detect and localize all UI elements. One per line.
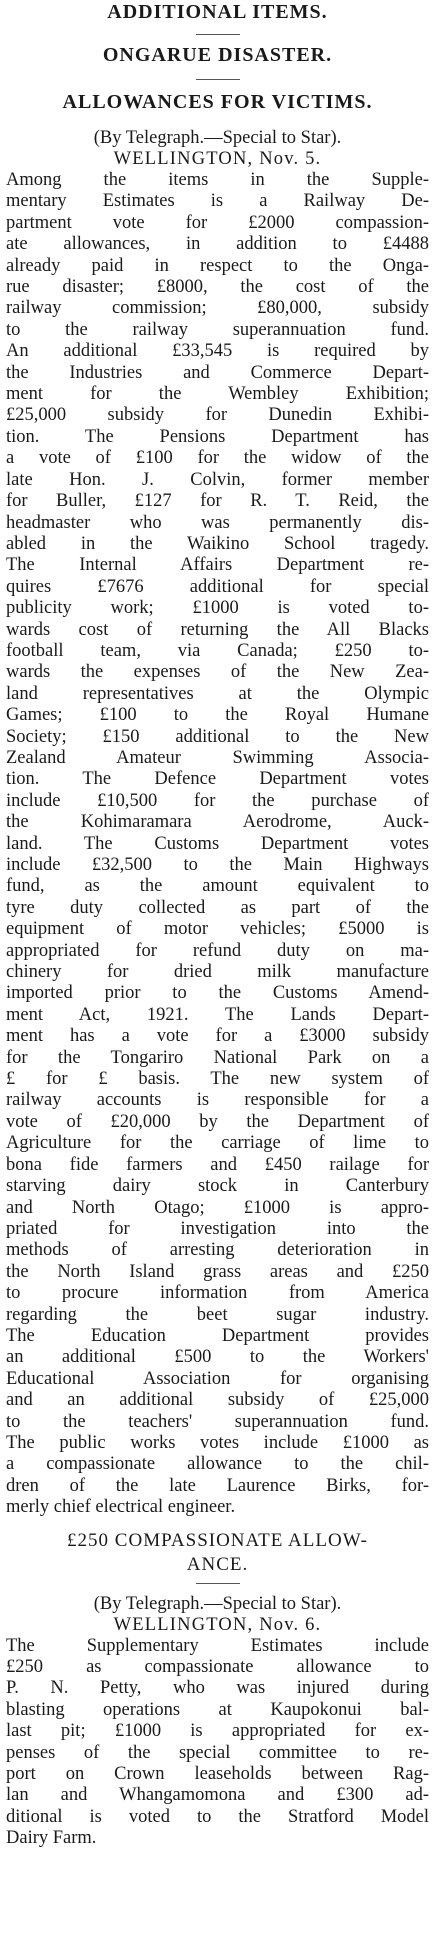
- text-line: wards cost of returning the All Blacks: [6, 619, 429, 640]
- text-line: football team, via Canada; £250 to-: [6, 640, 429, 661]
- text-line: tyre duty collected as part of the: [6, 897, 429, 918]
- heading-allowances-for-victims: ALLOWANCES FOR VICTIMS.: [62, 91, 373, 113]
- text-line: to the railway superannuation fund.: [6, 319, 429, 340]
- article2-dateline: WELLINGTON, Nov. 6.: [113, 1614, 322, 1635]
- text-line: bona fide farmers and £450 railage for: [6, 1154, 429, 1175]
- article2-body: [6, 1636, 429, 1850]
- text-line: railway accounts is responsible for a: [6, 1090, 429, 1111]
- text-line: starving dairy stock in Canterbury: [6, 1176, 429, 1197]
- text-line: partment vote for £2000 compassion-: [6, 212, 429, 233]
- text-line: ment for the Wembley Exhibition;: [6, 384, 429, 405]
- text-line: £25,000 subsidy for Dunedin Exhibi-: [6, 405, 429, 426]
- text-line: for the Tongariro National Park on a: [6, 1047, 429, 1068]
- heading-ongarue-disaster: ONGARUE DISASTER.: [102, 44, 333, 66]
- text-line: equipment of motor vehicles; £5000 is: [6, 919, 429, 940]
- text-line: priated for investigation into the: [6, 1218, 429, 1239]
- text-line: last pit; £1000 is appropriated for ex-: [6, 1721, 429, 1742]
- text-line: wards the expenses of the New Zea-: [6, 662, 429, 683]
- article1-dateline: WELLINGTON, Nov. 5.: [113, 149, 322, 169]
- text-line: imported prior to the Customs Amend-: [6, 983, 429, 1004]
- article1-body: [6, 170, 429, 1519]
- text-line: already paid in respect to the Onga-: [6, 255, 429, 276]
- text-line: fund, as the amount equivalent to: [6, 876, 429, 897]
- text-line: methods of arresting deterioration in: [6, 1240, 429, 1261]
- text-line: port on Crown leaseholds between Rag-: [6, 1764, 429, 1785]
- text-line: £ for £ basis. The new system of: [6, 1069, 429, 1090]
- text-line: The Education Department provides: [6, 1325, 429, 1346]
- heading-line: ANCE.: [186, 1553, 249, 1575]
- article1-byline: (By Telegraph.—Special to Star).: [93, 128, 342, 148]
- text-line: a vote of £100 for the widow of the: [6, 448, 429, 469]
- text-line: headmaster who was permanently dis-: [6, 512, 429, 533]
- article2-byline: (By Telegraph.—Special to Star).: [93, 1593, 342, 1614]
- text-line: abled in the Waikino School tragedy.: [6, 533, 429, 554]
- text-line: penses of the special committee to re-: [6, 1742, 429, 1763]
- text-line: merly chief electrical engineer.: [6, 1497, 236, 1518]
- text-line: lan and Whangamomona and £300 ad-: [6, 1785, 429, 1806]
- text-line: Among the items in the Supple-: [6, 170, 429, 190]
- heading-compassionate-allowance: [6, 1519, 429, 1583]
- text-line: The public works votes include £1000 as: [6, 1432, 429, 1453]
- text-line: Dairy Farm.: [6, 1828, 97, 1849]
- text-line: the North Island grass areas and £250: [6, 1261, 429, 1282]
- heading-additional-items: ADDITIONAL ITEMS.: [107, 1, 328, 23]
- heading-divider: [196, 1583, 240, 1584]
- text-line: vote of £20,000 by the Department of: [6, 1111, 429, 1132]
- text-line: to the teachers' superannuation fund.: [6, 1411, 429, 1432]
- text-line: Games; £100 to the Royal Humane: [6, 705, 429, 726]
- text-line: a compassionate allowance to the chil-: [6, 1454, 429, 1475]
- text-line: and North Otago; £1000 is appro-: [6, 1197, 429, 1218]
- text-line: ate allowances, in addition to £4488: [6, 234, 429, 255]
- heading-line: £250 COMPASSIONATE ALLOW-: [67, 1529, 368, 1551]
- text-line: The Supplementary Estimates include: [6, 1635, 429, 1656]
- text-line: Educational Association for organising: [6, 1368, 429, 1389]
- text-line: railway commission; £80,000, subsidy: [6, 298, 429, 319]
- text-line: ditional is voted to the Stratford Model: [6, 1806, 429, 1827]
- text-line: for Buller, £127 for R. T. Reid, the: [6, 491, 429, 512]
- text-line: blasting operations at Kaupokonui bal-: [6, 1699, 429, 1720]
- text-line: chinery for dried milk manufacture: [6, 962, 429, 983]
- text-line: tion. The Pensions Department has: [6, 426, 429, 447]
- text-line: publicity work; £1000 is voted to-: [6, 598, 429, 619]
- text-line: Zealand Amateur Swimming Associa-: [6, 747, 429, 768]
- text-line: land representatives at the Olympic: [6, 683, 429, 704]
- text-line: mentary Estimates is a Railway De-: [6, 191, 429, 212]
- text-line: the Kohimaramara Aerodrome, Auck-: [6, 812, 429, 833]
- text-line: Society; £150 additional to the New: [6, 726, 429, 747]
- text-line: appropriated for refund duty on ma-: [6, 940, 429, 961]
- text-line: include £32,500 to the Main Highways: [6, 855, 429, 875]
- text-line: £250 as compassionate allowance to: [6, 1657, 429, 1677]
- text-line: land. The Customs Department votes: [6, 833, 429, 854]
- text-line: ment Act, 1921. The Lands Depart-: [6, 1004, 429, 1025]
- text-line: to procure information from America: [6, 1283, 429, 1304]
- text-line: tion. The Defence Department votes: [6, 769, 429, 790]
- text-line: late Hon. J. Colvin, former member: [6, 469, 429, 490]
- text-line: An additional £33,545 is required by: [6, 341, 429, 362]
- text-line: Agriculture for the carriage of lime to: [6, 1133, 429, 1154]
- text-line: include £10,500 for the purchase of: [6, 790, 429, 811]
- text-line: an additional £500 to the Workers': [6, 1347, 429, 1368]
- text-line: The Internal Affairs Department re-: [6, 555, 429, 576]
- text-line: the Industries and Commerce Depart-: [6, 362, 429, 383]
- text-line: rue disaster; £8000, the cost of the: [6, 277, 429, 298]
- text-line: P. N. Petty, who was injured during: [6, 1678, 429, 1699]
- text-line: ment has a vote for a £3000 subsidy: [6, 1026, 429, 1047]
- text-line: quires £7676 additional for special: [6, 576, 429, 597]
- text-line: and an additional subsidy of £25,000: [6, 1390, 429, 1411]
- text-line: regarding the beet sugar industry.: [6, 1304, 429, 1325]
- text-line: dren of the late Laurence Birks, for-: [6, 1475, 429, 1496]
